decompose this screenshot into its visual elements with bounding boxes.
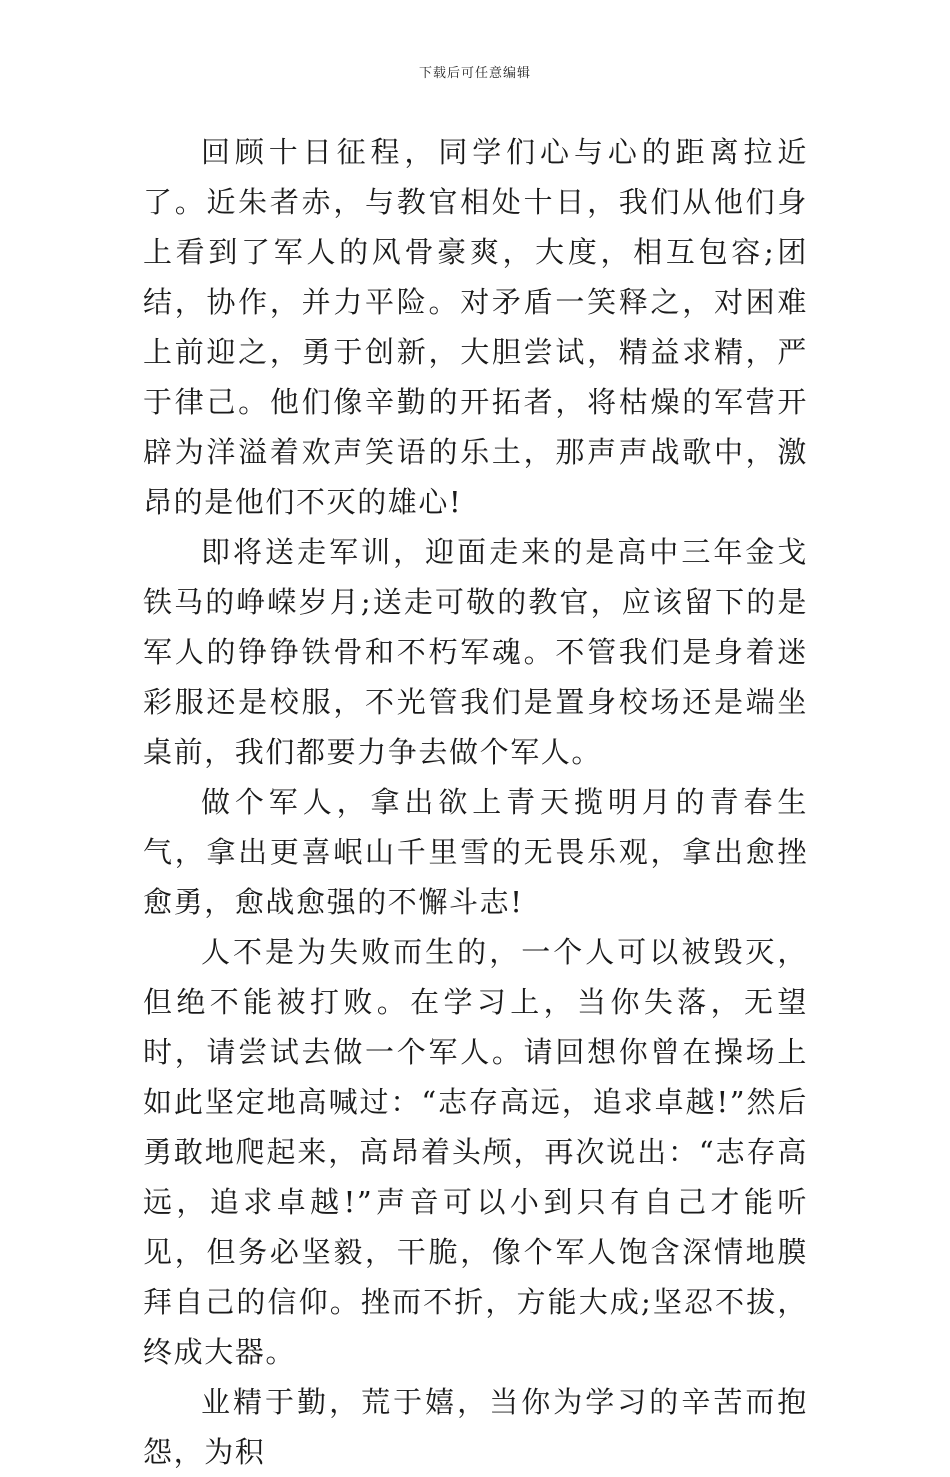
paragraph-4: 人不是为失败而生的，一个人可以被毁灭，但绝不能被打败。在学习上，当你失落，无望时，请尝试去做一个军人。请回想你曾在操场上如此坚定地高喊过：“志存高远，追求卓越!”然后勇敢地爬起来，高昂着头颅，再次说出：“志存高远，追求卓越!”声音可以小到只有自己才能听见，但务必坚毅，干脆，像个军人饱含深情地膜拜自己的信仰。挫而不折，方能大成;坚忍不拔，终成大器。 [143,935,808,1369]
paragraph-5: 业精于勤，荒于嬉，当你为学习的辛苦而抱怨，为积 [143,1385,808,1469]
page-header: 下载后可任意编辑 [418,66,531,81]
paragraph-2: 即将送走军训，迎面走来的是高中三年金戈铁马的峥嵘岁月;送走可敬的教官，应该留下的是军人的铮铮铁骨和不朽军魂。不管我们是身着迷彩服还是校服，不光管我们是置身校场还是端坐桌前，我们都要力争去做个军人。 [143,535,808,769]
paragraph-3: 做个军人，拿出欲上青天揽明月的青春生气，拿出更喜岷山千里雪的无畏乐观，拿出愈挫愈勇，愈战愈强的不懈斗志! [143,785,808,919]
document-body [143,127,808,1477]
paragraph-1: 回顾十日征程，同学们心与心的距离拉近了。近朱者赤，与教官相处十日，我们从他们身上看到了军人的风骨豪爽，大度，相互包容;团结，协作，并力平险。对矛盾一笑释之，对困难上前迎之，勇于创新，大胆尝试，精益求精，严于律己。他们像辛勤的开拓者，将枯燥的军营开辟为洋溢着欢声笑语的乐土，那声声战歌中，激昂的是他们不灭的雄心! [143,135,808,519]
